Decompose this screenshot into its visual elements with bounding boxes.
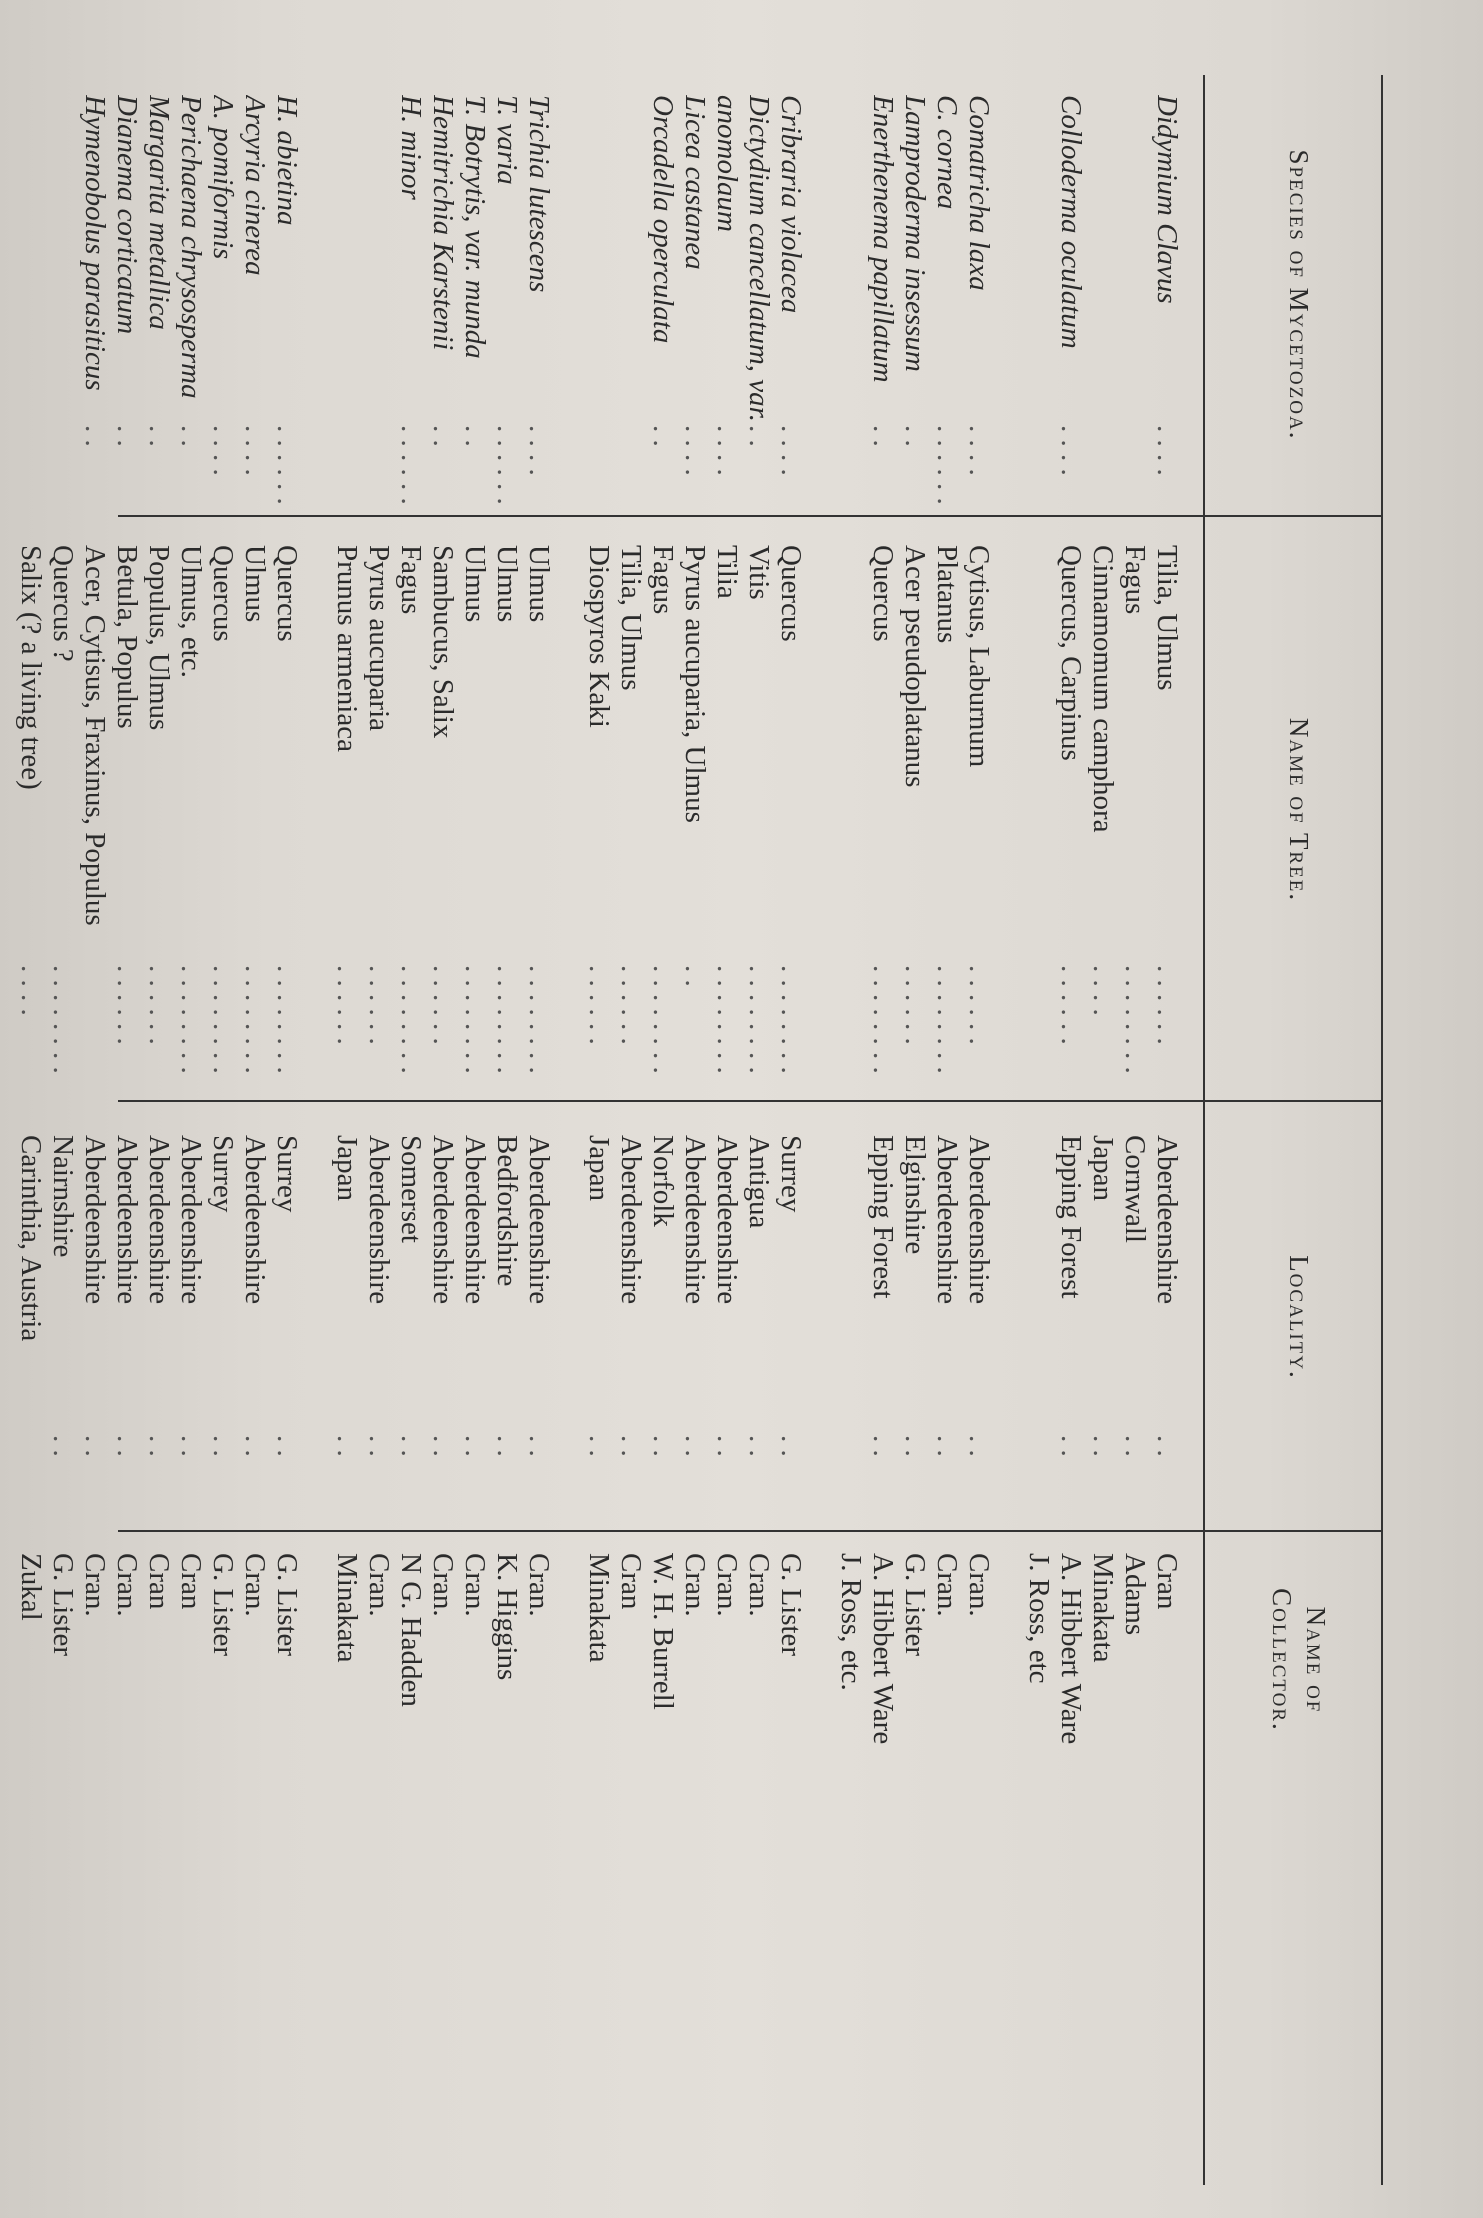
locality-leader-dots: . .: [615, 1435, 647, 1457]
tree-cell: Ulmus: [239, 545, 271, 623]
tree-cell: Pyrus aucuparia, Ulmus: [679, 545, 711, 823]
tree-cell: [1023, 545, 1055, 965]
tree-cell: Ulmus: [523, 545, 555, 623]
table-row: [239, 75, 271, 2185]
locality-leader-dots: . .: [111, 1435, 143, 1457]
tree-leader-dots: . . . . . .: [143, 965, 175, 1045]
locality-leader-dots: . .: [523, 1435, 555, 1457]
tree-cell: Quercus, Carpinus: [1055, 545, 1087, 761]
table-row: [1119, 75, 1151, 2185]
table-row: [679, 75, 711, 2185]
tree-cell: Platanus: [931, 545, 963, 644]
collector-cell: Minakata: [331, 1553, 363, 1663]
tree-cell: Pyrus aucuparia: [363, 545, 395, 732]
locality-cell: Elginshire: [899, 1135, 931, 1255]
tree-cell: Tilia, Ulmus: [1151, 545, 1183, 691]
locality-cell: Aberdeenshire: [711, 1135, 743, 1305]
collector-cell: G. Lister: [899, 1553, 931, 1657]
tree-cell: Tilia: [711, 545, 743, 599]
locality-leader-dots: . .: [459, 1435, 491, 1457]
species-cell: A. pomiformis: [207, 95, 239, 260]
collector-cell: Cran.: [363, 1553, 395, 1617]
locality-cell: Surrey: [207, 1135, 239, 1213]
locality-leader-dots: [835, 1435, 867, 1528]
tree-leader-dots: [79, 965, 111, 1097]
species-cell: Lamproderma insessum: [899, 95, 931, 372]
tree-leader-dots: . . . . . .: [1151, 965, 1183, 1045]
species-leader-dots: . .: [743, 425, 775, 447]
locality-leader-dots: . .: [1119, 1435, 1151, 1457]
table-row: [1023, 75, 1055, 2185]
collector-cell: Zukal: [15, 1553, 47, 1621]
table-row: [711, 75, 743, 2185]
collector-cell: Cran.: [743, 1553, 775, 1617]
species-cell: Hemitrichia Karstenii: [427, 95, 459, 351]
species-leader-dots: . .: [79, 425, 111, 447]
tree-leader-dots: . . . .: [1087, 965, 1119, 1016]
tree-cell: Acer pseudoplatanus: [899, 545, 931, 788]
tree-cell: Acer, Cytisus, Fraxinus, Populus: [79, 545, 111, 926]
collector-cell: Cran: [143, 1553, 175, 1610]
species-leader-dots: . . . .: [1055, 425, 1087, 476]
header-species: Species of Mycetozoa.: [1283, 149, 1314, 441]
species-leader-dots: . .: [459, 425, 491, 447]
species-cell: anomolaum: [711, 95, 743, 232]
locality-cell: Epping Forest: [1055, 1135, 1087, 1299]
locality-leader-dots: . .: [867, 1435, 899, 1457]
species-cell: Cribraria violacea: [775, 95, 807, 314]
tree-leader-dots: . . . . . .: [583, 965, 615, 1045]
species-leader-dots: [835, 425, 867, 513]
collector-cell: A. Hibbert Ware: [867, 1553, 899, 1745]
table-row: [427, 75, 459, 2185]
collector-cell: W. H. Burrell: [647, 1553, 679, 1710]
locality-leader-dots: . .: [647, 1435, 679, 1457]
table-row: [15, 75, 47, 2185]
table-row: [111, 75, 143, 2185]
species-leader-dots: . .: [175, 425, 207, 447]
locality-cell: Aberdeenshire: [679, 1135, 711, 1305]
locality-cell: Japan: [1087, 1135, 1119, 1202]
species-cell: Didymium Clavus: [1151, 95, 1183, 304]
species-leader-dots: . .: [899, 425, 931, 447]
table-row: [963, 75, 995, 2185]
collector-cell: Cran.: [963, 1553, 995, 1617]
species-cell: T. Botrytis, var. munda: [459, 95, 491, 359]
locality-cell: Somerset: [395, 1135, 427, 1243]
locality-cell: Aberdeenshire: [363, 1135, 395, 1305]
tree-cell: Ulmus, etc.: [175, 545, 207, 678]
locality-leader-dots: . .: [583, 1435, 615, 1457]
table-row: [775, 75, 807, 2185]
locality-cell: Epping Forest: [867, 1135, 899, 1299]
tree-cell: Quercus: [271, 545, 303, 642]
locality-leader-dots: . .: [47, 1435, 79, 1457]
collector-cell: Cran.: [523, 1553, 555, 1617]
locality-leader-dots: . .: [175, 1435, 207, 1457]
species-cell: [363, 95, 395, 425]
table-row: [47, 75, 79, 2185]
table-row: [79, 75, 111, 2185]
collector-cell: N G. Hadden: [395, 1553, 427, 1707]
header-rule: [1203, 75, 1205, 2185]
locality-cell: [835, 1135, 867, 1435]
locality-leader-dots: . .: [931, 1435, 963, 1457]
species-leader-dots: [47, 425, 79, 513]
locality-leader-dots: . .: [79, 1435, 111, 1457]
collector-cell: G. Lister: [47, 1553, 79, 1657]
locality-cell: Japan: [583, 1135, 615, 1202]
locality-leader-dots: . .: [743, 1435, 775, 1457]
tree-leader-dots: . . . . . . . .: [239, 965, 271, 1074]
locality-leader-dots: . .: [1087, 1435, 1119, 1457]
collector-cell: J. Ross, etc.: [835, 1553, 867, 1691]
species-leader-dots: . . . .: [963, 425, 995, 476]
tree-cell: Quercus ?: [47, 545, 79, 662]
species-leader-dots: . . . . . .: [491, 425, 523, 505]
locality-leader-dots: . .: [679, 1435, 711, 1457]
header-collector: [1223, 1535, 1373, 1785]
locality-cell: Japan: [331, 1135, 363, 1202]
tree-leader-dots: . . . . . . . .: [743, 965, 775, 1074]
collector-cell: Cran: [1151, 1553, 1183, 1610]
species-cell: Perichaena chrysosperma: [175, 95, 207, 399]
table-row: [143, 75, 175, 2185]
locality-cell: [1023, 1135, 1055, 1435]
species-leader-dots: . . . . . .: [931, 425, 963, 505]
locality-cell: Aberdeenshire: [1151, 1135, 1183, 1305]
collector-cell: Cran.: [931, 1553, 963, 1617]
tree-cell: Diospyros Kaki: [583, 545, 615, 728]
tree-cell: Tilia, Ulmus: [615, 545, 647, 691]
collector-cell: G. Lister: [775, 1553, 807, 1657]
table-row: [491, 75, 523, 2185]
collector-cell: J. Ross, etc: [1023, 1553, 1055, 1684]
tree-leader-dots: . . . . . . . .: [175, 965, 207, 1074]
species-leader-dots: . .: [647, 425, 679, 447]
tree-cell: Cinnamomum camphora: [1087, 545, 1119, 833]
locality-cell: Aberdeenshire: [931, 1135, 963, 1305]
locality-leader-dots: [15, 1435, 47, 1528]
tree-leader-dots: . . . . . . . .: [523, 965, 555, 1074]
locality-cell: Aberdeenshire: [963, 1135, 995, 1305]
header-tree: Name of Tree.: [1283, 717, 1314, 903]
table-row: [271, 75, 303, 2185]
locality-leader-dots: . .: [711, 1435, 743, 1457]
tree-leader-dots: . . . . . . . .: [775, 965, 807, 1074]
tree-leader-dots: [835, 965, 867, 1097]
species-cell: C. cornea: [931, 95, 963, 210]
table-row: [583, 75, 615, 2185]
tree-cell: Fagus: [395, 545, 427, 615]
tree-leader-dots: . . . . . . . .: [867, 965, 899, 1074]
locality-leader-dots: . .: [491, 1435, 523, 1457]
species-cell: Orcadella operculata: [647, 95, 679, 344]
table-row: [615, 75, 647, 2185]
tree-leader-dots: . . . . . . . .: [207, 965, 239, 1074]
locality-leader-dots: . .: [143, 1435, 175, 1457]
table-top-rule: [1381, 75, 1383, 2185]
tree-cell: Ulmus: [491, 545, 523, 623]
locality-cell: Bedfordshire: [491, 1135, 523, 1287]
species-leader-dots: [331, 425, 363, 513]
locality-leader-dots: . .: [395, 1435, 427, 1457]
tree-cell: Quercus: [867, 545, 899, 642]
table-row: [899, 75, 931, 2185]
tree-cell: Cytisus, Laburnum: [963, 545, 995, 768]
locality-leader-dots: . .: [239, 1435, 271, 1457]
species-cell: Licea castanea: [679, 95, 711, 270]
table-row: [1055, 75, 1087, 2185]
species-cell: Dianema corticatum: [111, 95, 143, 335]
collector-cell: G. Lister: [207, 1553, 239, 1657]
collector-cell: G. Lister: [271, 1553, 303, 1657]
tree-cell: Prunus armeniaca: [331, 545, 363, 752]
tree-leader-dots: [1023, 965, 1055, 1097]
tree-leader-dots: . . . . . . . .: [647, 965, 679, 1074]
locality-cell: Aberdeenshire: [175, 1135, 207, 1305]
collector-cell: Minakata: [583, 1553, 615, 1663]
mycetozoa-tree-table: [15, 75, 1383, 2185]
locality-leader-dots: . .: [207, 1435, 239, 1457]
collector-cell: Cran.: [679, 1553, 711, 1617]
locality-cell: Aberdeenshire: [79, 1135, 111, 1305]
locality-cell: Surrey: [775, 1135, 807, 1213]
species-leader-dots: . . . .: [775, 425, 807, 476]
species-cell: [615, 95, 647, 425]
species-cell: H. minor: [395, 95, 427, 200]
collector-cell: Cran.: [459, 1553, 491, 1617]
species-cell: [583, 95, 615, 425]
locality-leader-dots: . .: [1055, 1435, 1087, 1457]
species-cell: [331, 95, 363, 425]
tree-cell: Sambucus, Salix: [427, 545, 459, 739]
species-leader-dots: . . . .: [239, 425, 271, 476]
locality-leader-dots: . .: [1151, 1435, 1183, 1457]
collector-cell: Cran.: [239, 1553, 271, 1617]
species-cell: Enerthenema papillatum: [867, 95, 899, 383]
species-leader-dots: [1119, 425, 1151, 513]
collector-cell: Cran: [175, 1553, 207, 1610]
species-cell: [835, 95, 867, 425]
header-locality: Locality.: [1283, 1255, 1314, 1380]
table-row: [207, 75, 239, 2185]
tree-leader-dots: . . . . . .: [363, 965, 395, 1045]
collector-cell: Cran.: [711, 1553, 743, 1617]
species-cell: [1023, 95, 1055, 425]
locality-cell: Surrey: [271, 1135, 303, 1213]
tree-leader-dots: . . . . . . . .: [491, 965, 523, 1074]
locality-cell: Aberdeenshire: [143, 1135, 175, 1305]
tree-leader-dots: . . . . . .: [111, 965, 143, 1045]
species-leader-dots: . . . . . .: [395, 425, 427, 505]
table-row: [867, 75, 899, 2185]
species-leader-dots: . . . .: [523, 425, 555, 476]
table-row: [175, 75, 207, 2185]
table-row: [1151, 75, 1183, 2185]
species-leader-dots: . . . .: [711, 425, 743, 476]
species-cell: Hymenobolus parasiticus: [79, 95, 111, 391]
tree-cell: Quercus: [775, 545, 807, 642]
species-leader-dots: . .: [143, 425, 175, 447]
locality-cell: Norfolk: [647, 1135, 679, 1227]
collector-cell: Cran: [615, 1553, 647, 1610]
tree-cell: Vitis: [743, 545, 775, 600]
locality-cell: Aberdeenshire: [427, 1135, 459, 1305]
tree-leader-dots: . . . . . . . .: [395, 965, 427, 1074]
species-leader-dots: . . . .: [207, 425, 239, 476]
table-row: [931, 75, 963, 2185]
table-row: [835, 75, 867, 2185]
table-row: [743, 75, 775, 2185]
species-cell: Arcyria cinerea: [239, 95, 271, 276]
locality-leader-dots: . .: [899, 1435, 931, 1457]
species-leader-dots: . . . .: [1151, 425, 1183, 476]
species-leader-dots: [1023, 425, 1055, 513]
tree-leader-dots: . . . .: [15, 965, 47, 1016]
species-cell: Colloderma oculatum: [1055, 95, 1087, 349]
tree-leader-dots: . . . . . . . .: [931, 965, 963, 1074]
tree-leader-dots: . . . . . .: [615, 965, 647, 1045]
species-cell: Trichia lutescens: [523, 95, 555, 293]
tree-cell: Populus, Ulmus: [143, 545, 175, 731]
collector-cell: Minakata: [1087, 1553, 1119, 1663]
tree-leader-dots: . . . . . . . .: [47, 965, 79, 1074]
species-cell: Dictydium cancellatum, var.: [743, 95, 775, 422]
tree-cell: [835, 545, 867, 965]
locality-leader-dots: . .: [963, 1435, 995, 1457]
species-leader-dots: [615, 425, 647, 513]
tree-leader-dots: . .: [679, 965, 711, 987]
locality-cell: Aberdeenshire: [523, 1135, 555, 1305]
locality-leader-dots: . .: [331, 1435, 363, 1457]
table-row: [363, 75, 395, 2185]
species-leader-dots: [15, 425, 47, 513]
species-leader-dots: . .: [111, 425, 143, 447]
collector-cell: Cran.: [427, 1553, 459, 1617]
locality-cell: Antigua: [743, 1135, 775, 1229]
locality-cell: Aberdeenshire: [111, 1135, 143, 1305]
locality-cell: Cornwall: [1119, 1135, 1151, 1243]
locality-leader-dots: . .: [271, 1435, 303, 1457]
tree-leader-dots: . . . . . . . .: [459, 965, 491, 1074]
species-leader-dots: . .: [427, 425, 459, 447]
species-leader-dots: . .: [867, 425, 899, 447]
collector-cell: Cran.: [111, 1553, 143, 1617]
species-cell: H. abietina: [271, 95, 303, 226]
species-leader-dots: . . . . . .: [271, 425, 303, 505]
tree-leader-dots: . . . . . . . .: [271, 965, 303, 1074]
locality-leader-dots: . .: [775, 1435, 807, 1457]
species-cell: [15, 95, 47, 425]
table-row: [331, 75, 363, 2185]
tree-leader-dots: . . . . . . . .: [1119, 965, 1151, 1074]
locality-leader-dots: . .: [363, 1435, 395, 1457]
locality-cell: Aberdeenshire: [615, 1135, 647, 1305]
tree-cell: Salix (? a living tree): [15, 545, 47, 790]
tree-cell: Ulmus: [459, 545, 491, 623]
collector-cell: Cran.: [79, 1553, 111, 1617]
species-cell: Comatricha laxa: [963, 95, 995, 291]
tree-leader-dots: . . . . . .: [899, 965, 931, 1045]
tree-leader-dots: . . . . . .: [1055, 965, 1087, 1045]
species-cell: [1119, 95, 1151, 425]
species-leader-dots: . . . .: [679, 425, 711, 476]
table-row: [1087, 75, 1119, 2185]
locality-cell: Carinthia, Austria: [15, 1135, 47, 1342]
table-row: [647, 75, 679, 2185]
species-cell: T. varia: [491, 95, 523, 185]
locality-cell: Aberdeenshire: [459, 1135, 491, 1305]
table-row: [395, 75, 427, 2185]
tree-leader-dots: . . . . . .: [331, 965, 363, 1045]
table-row: [523, 75, 555, 2185]
locality-cell: Nairnshire: [47, 1135, 79, 1258]
species-leader-dots: [1087, 425, 1119, 513]
header-collector-line1: Name of: [1300, 1606, 1331, 1714]
collector-cell: A. Hibbert Ware: [1055, 1553, 1087, 1745]
species-leader-dots: [363, 425, 395, 513]
tree-leader-dots: . . . . . .: [963, 965, 995, 1045]
collector-cell: Adams: [1119, 1553, 1151, 1636]
tree-leader-dots: . . . . . .: [427, 965, 459, 1045]
tree-cell: Quercus: [207, 545, 239, 642]
species-leader-dots: [583, 425, 615, 513]
locality-leader-dots: . .: [427, 1435, 459, 1457]
table-row: [459, 75, 491, 2185]
species-cell: [47, 95, 79, 425]
species-cell: Margarita metallica: [143, 95, 175, 330]
header-collector-line2: Collector.: [1267, 1588, 1297, 1732]
locality-leader-dots: [1023, 1435, 1055, 1528]
tree-cell: Fagus: [1119, 545, 1151, 615]
collector-cell: K. Higgins: [491, 1553, 523, 1681]
tree-leader-dots: . . . . . . . .: [711, 965, 743, 1074]
locality-cell: Aberdeenshire: [239, 1135, 271, 1305]
species-cell: [1087, 95, 1119, 425]
tree-cell: Betula, Populus: [111, 545, 143, 729]
tree-cell: Fagus: [647, 545, 679, 615]
